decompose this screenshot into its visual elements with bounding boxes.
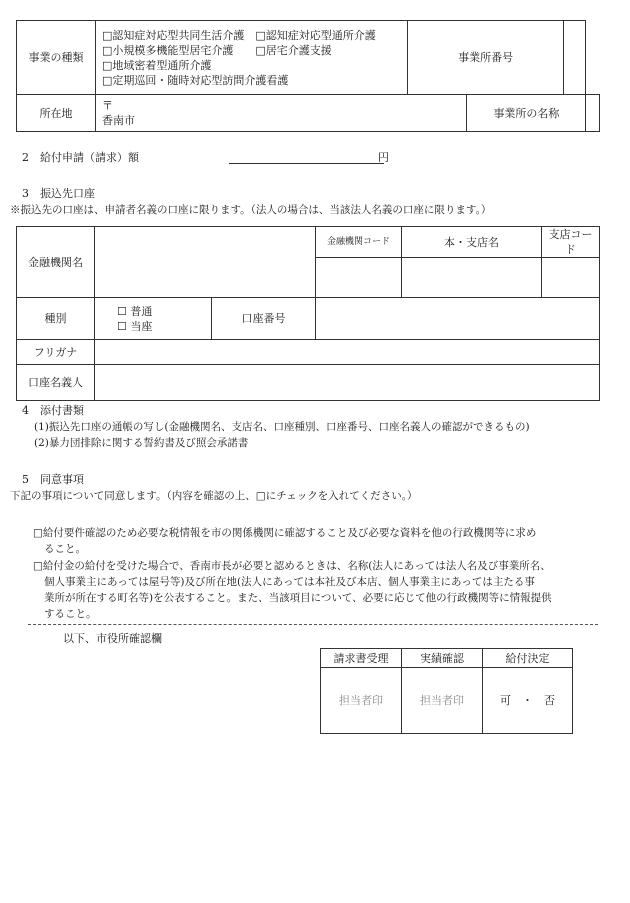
location-city: 香南市 [102, 114, 135, 127]
decision-field[interactable]: 可 ・ 否 [483, 668, 573, 734]
branch-code-label: 支店コード [542, 227, 600, 258]
account-type-ordinary-checkbox[interactable]: ☐ 普通 [117, 304, 153, 318]
section5-intro: 下記の事項について同意します。（内容を確認の上、□にチェックを入れてください。） [10, 490, 418, 502]
dashed-divider [28, 624, 598, 625]
results-stamp: 担当者印 [402, 668, 483, 734]
office-use-heading: 以下、市役所確認欄 [63, 632, 162, 645]
business-type-option[interactable]: □認知症対応型共同生活介護 □認知症対応型通所介護 [102, 28, 376, 42]
account-type-options[interactable] [95, 298, 212, 340]
furigana-label: フリガナ [17, 340, 95, 365]
office-number-label: 事業所番号 [408, 21, 564, 95]
office-name-label-cell [467, 95, 586, 132]
bank-code-label: 金融機関コード [316, 227, 402, 258]
consent-item-publish-text: すること。 [44, 608, 97, 620]
amount-field[interactable] [229, 163, 384, 164]
account-number-field[interactable] [316, 298, 600, 340]
consent-item-tax-checkbox[interactable]: □給付要件確認のため必要な税情報を市の関係機関に確認すること及び必要な資料を他の行政機関等に求め [33, 527, 537, 539]
section3-note: ※振込先の口座は、申請者名義の口座に限ります。（法人の場合は、当該法人名義の口座に限ります。） [10, 204, 492, 216]
account-holder-label: 口座名義人 [17, 365, 95, 401]
office-number-field[interactable] [564, 21, 586, 95]
results-check-label: 実績確認 [402, 649, 483, 668]
office-name-label: 事業所の名称 [493, 106, 560, 120]
account-number-label: 口座番号 [212, 298, 316, 340]
section2-heading: 2 給付申請（請求）額 [22, 151, 139, 164]
consent-item-publish-text: 業所が所在する町名等)を公表すること。また、当該項目について、必要に応じて他の行政機関等に情報提供 [44, 592, 552, 604]
branch-code-field[interactable] [542, 258, 600, 298]
bank-name-label: 金融機関名 [17, 227, 95, 298]
section4-heading: 4 添付書類 [22, 404, 84, 417]
branch-name-label: 本・支店名 [402, 227, 542, 258]
consent-item-tax-text: ること。 [44, 543, 86, 555]
business-type-option[interactable]: □小規模多機能型居宅介護 □居宅介護支援 [102, 43, 332, 57]
receipt-stamp: 担当者印 [321, 668, 402, 734]
business-type-label: 事業の種類 [17, 21, 96, 95]
consent-item-publish-checkbox[interactable]: □給付金の給付を受けた場合で、香南市長が必要と認めるときは、名称(法人にあっては法人名及び事業所名、 [33, 560, 551, 572]
consent-item-publish-text: 個人事業主にあっては屋号等)及び所在地(法人にあっては本社及び本店、個人事業主にあっては主たる事 [44, 576, 535, 588]
location-label: 所在地 [17, 95, 96, 132]
bank-account-table [16, 226, 600, 401]
attachment-item: (1)振込先口座の通帳の写し(金融機関名、支店名、口座種別、口座番号、口座名義人の確認ができるもの) [34, 421, 530, 433]
attachment-item: (2)暴力団排除に関する誓約書及び照会承諾書 [34, 437, 249, 449]
business-type-option[interactable]: □定期巡回・随時対応型訪問介護看護 [102, 73, 289, 87]
branch-name-field[interactable] [402, 258, 542, 298]
bank-name-field[interactable] [95, 227, 316, 298]
section5-heading: 5 同意事項 [22, 473, 84, 486]
bank-code-field[interactable] [316, 258, 402, 298]
office-use-table [320, 648, 573, 734]
business-type-option[interactable]: □地域密着型通所介護 [102, 58, 212, 72]
location-field[interactable] [96, 95, 467, 132]
furigana-field[interactable] [95, 340, 600, 365]
postal-mark: 〒 [102, 99, 113, 112]
office-name-field[interactable] [586, 95, 600, 132]
receipt-label: 請求書受理 [321, 649, 402, 668]
payment-decision-label: 給付決定 [483, 649, 573, 668]
yen-unit: 円 [378, 151, 389, 164]
section3-heading: 3 振込先口座 [22, 187, 95, 200]
account-holder-field[interactable] [95, 365, 600, 401]
business-type-options[interactable] [96, 21, 408, 95]
account-type-label: 種別 [17, 298, 95, 340]
business-info-table [16, 20, 600, 132]
account-type-current-checkbox[interactable]: ☐ 当座 [117, 319, 153, 333]
